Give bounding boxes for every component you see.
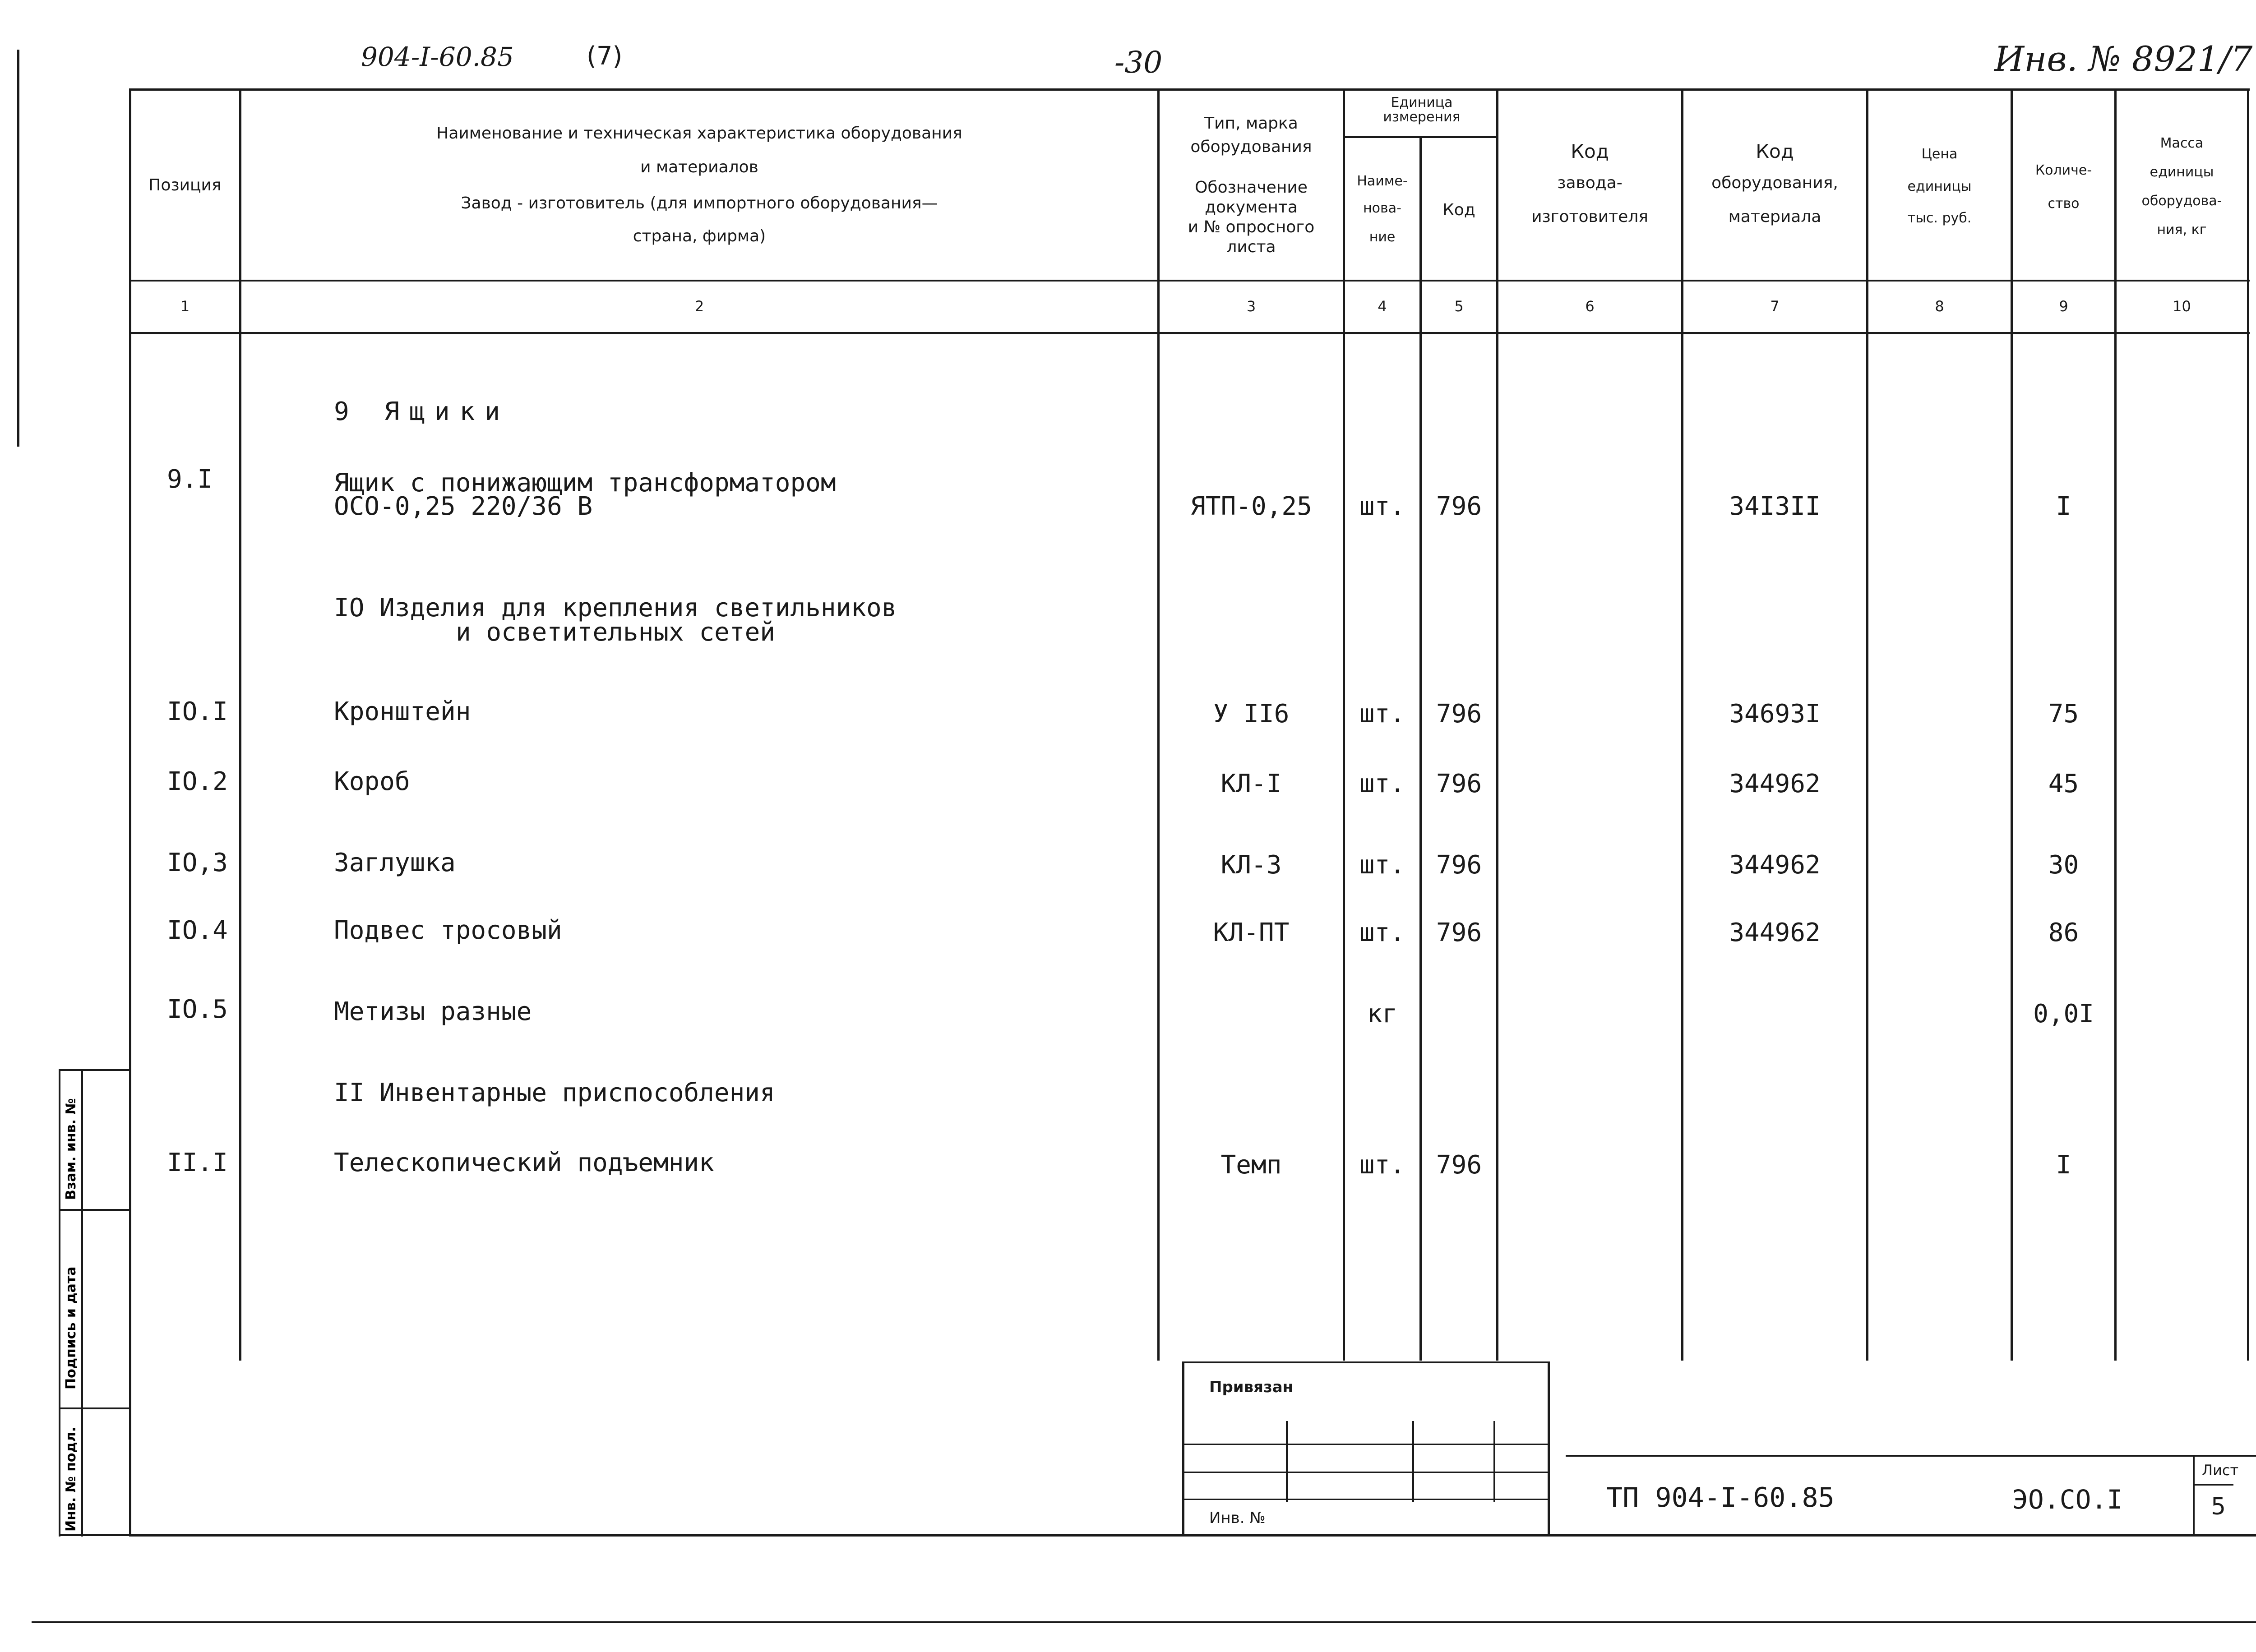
section-title-boxes: 9 Ящики xyxy=(334,397,510,426)
col-number-5: 5 xyxy=(1454,298,1464,315)
col-number-1: 1 xyxy=(180,298,190,315)
binding-margin-line xyxy=(17,50,19,447)
section-title-inventory: II Инвентарные приспособления xyxy=(334,1078,775,1107)
table-top-border xyxy=(129,88,2250,91)
row-quantity: 0,0I xyxy=(2033,999,2094,1029)
col-divider-5 xyxy=(1496,88,1498,1361)
row-name-line: Подвес тросовый xyxy=(334,916,562,945)
sheet-number: 5 xyxy=(2211,1493,2226,1520)
section-title-fixtures-2: и осветительных сетей xyxy=(456,618,776,647)
row-position: IO,3 xyxy=(167,848,228,877)
side-stamp-top xyxy=(59,1069,131,1071)
row-position: IO.5 xyxy=(167,995,228,1024)
header-unit-name-3: ние xyxy=(1369,229,1396,245)
table-bottom-border xyxy=(129,1534,2256,1537)
header-mass-2: единицы xyxy=(2150,164,2214,180)
row-quantity: 30 xyxy=(2048,850,2079,880)
row-unit-code: 796 xyxy=(1436,769,1482,798)
tied-box-row-3 xyxy=(1182,1499,1548,1500)
col-number-4: 4 xyxy=(1378,298,1387,315)
header-price-3: тыс. руб. xyxy=(1907,210,1972,226)
table-right-border xyxy=(2247,88,2249,1361)
row-equipment-code: 344962 xyxy=(1729,918,1821,947)
row-position: IO.2 xyxy=(167,767,228,796)
side-stamp-bottom xyxy=(59,1534,131,1536)
row-name-line: Ящик с понижающим трансформатором xyxy=(334,468,836,498)
row-unit: шт. xyxy=(1359,918,1405,947)
unit-group-divider xyxy=(1343,136,1498,138)
row-name-line: Телескопический подъемник xyxy=(334,1148,714,1177)
doc-designation: ТП 904-I-60.85 xyxy=(1606,1482,1835,1514)
header-price-1: Цена xyxy=(1921,146,1958,162)
row-quantity: I xyxy=(2056,1150,2071,1180)
header-quantity-2: ство xyxy=(2048,196,2080,212)
header-equipment-code-3: материала xyxy=(1728,208,1821,226)
row-position: IO.4 xyxy=(167,916,228,945)
inv-label: Инв. № xyxy=(1209,1509,1266,1527)
bottom-frame-line xyxy=(32,1621,2256,1623)
header-mass-4: ния, кг xyxy=(2157,222,2207,238)
row-name-line: Заглушка xyxy=(334,848,456,877)
header-price-2: единицы xyxy=(1907,179,1972,194)
side-stamp-divider-2 xyxy=(59,1407,131,1409)
tied-box-col-1 xyxy=(1286,1421,1288,1502)
header-quantity-1: Количе- xyxy=(2035,162,2092,178)
row-unit-code: 796 xyxy=(1436,918,1482,947)
col-divider-9 xyxy=(2114,88,2117,1361)
inventory-number: Инв. № 8921/7 xyxy=(1994,39,2253,79)
row-position: II.I xyxy=(167,1148,228,1177)
tied-box-col-3 xyxy=(1493,1421,1495,1502)
side-stamp-inner xyxy=(81,1069,83,1537)
row-unit: шт. xyxy=(1359,492,1405,521)
header-maker-code-3: изготовителя xyxy=(1531,208,1648,226)
header-unit-code: Код xyxy=(1442,201,1475,219)
col-number-6: 6 xyxy=(1585,298,1595,315)
row-equipment-code: 34693I xyxy=(1729,699,1821,729)
header-type-line-1: Тип, марка xyxy=(1204,114,1298,133)
row-unit: шт. xyxy=(1359,850,1405,880)
row-type: У II6 xyxy=(1213,699,1290,729)
header-type-line-5: и № опросного xyxy=(1188,218,1315,236)
col-divider-7 xyxy=(1866,88,1868,1361)
sheet-part: (7) xyxy=(587,42,623,71)
header-type-line-2: оборудования xyxy=(1190,138,1312,156)
header-mass-1: Масса xyxy=(2160,135,2204,151)
sheet-box-left xyxy=(2193,1455,2195,1537)
header-type-line-6: листа xyxy=(1226,238,1276,256)
title-block-top xyxy=(1566,1455,2256,1457)
header-name-line-4: страна, фирма) xyxy=(633,227,766,245)
row-quantity: I xyxy=(2056,492,2071,521)
label-replaced-inv: Взам. инв. № xyxy=(63,1098,79,1200)
header-maker-code-1: Код xyxy=(1571,140,1609,162)
header-type-line-4: документа xyxy=(1205,198,1298,217)
row-quantity: 45 xyxy=(2048,769,2079,798)
row-unit-code: 796 xyxy=(1436,850,1482,880)
header-name-line-2: и материалов xyxy=(640,158,758,176)
row-unit: шт. xyxy=(1359,769,1405,798)
header-bottom-border xyxy=(129,332,2250,334)
sheet-label: Лист xyxy=(2202,1462,2239,1479)
row-type: ЯТП-0,25 xyxy=(1190,492,1312,521)
col-number-7: 7 xyxy=(1770,298,1780,315)
row-quantity: 75 xyxy=(2048,699,2079,729)
header-unit-name-2: нова- xyxy=(1363,200,1401,216)
col-number-9: 9 xyxy=(2059,298,2068,315)
row-quantity: 86 xyxy=(2048,918,2079,947)
row-unit-code: 796 xyxy=(1436,699,1482,729)
row-name-line: Короб xyxy=(334,767,410,796)
header-maker-code-2: завода- xyxy=(1557,174,1623,192)
header-type-line-3: Обозначение xyxy=(1195,178,1308,197)
row-unit-code: 796 xyxy=(1436,1150,1482,1180)
tied-box-row-1 xyxy=(1182,1444,1548,1445)
label-orig-inv: Инв. № подл. xyxy=(63,1426,79,1532)
header-divider xyxy=(129,280,2250,281)
header-unit-group-1: Единица xyxy=(1391,95,1453,111)
row-unit: шт. xyxy=(1359,1150,1405,1180)
row-type: КЛ-I xyxy=(1220,769,1282,798)
label-signature-date: Подпись и дата xyxy=(63,1266,79,1389)
header-equipment-code-2: оборудования, xyxy=(1711,174,1838,192)
header-unit-group-2: измерения xyxy=(1383,109,1461,125)
side-stamp-divider-1 xyxy=(59,1209,131,1211)
page-mark: -30 xyxy=(1114,45,1163,80)
side-stamp-left xyxy=(59,1069,60,1537)
col-number-10: 10 xyxy=(2173,298,2191,315)
row-unit-code: 796 xyxy=(1436,492,1482,521)
row-position: 9.I xyxy=(167,465,213,494)
sheet-code: ЭО.СО.I xyxy=(2012,1484,2123,1515)
tied-box-left xyxy=(1182,1361,1184,1537)
header-name-line-3: Завод - изготовитель (для импортного оборудования— xyxy=(461,194,938,212)
row-equipment-code: 344962 xyxy=(1729,850,1821,880)
col-divider-1 xyxy=(239,88,241,1361)
row-name-line: ОСО-0,25 220/36 В xyxy=(334,492,593,521)
row-type: КЛ-ПТ xyxy=(1213,918,1290,947)
tied-box-right xyxy=(1548,1361,1550,1537)
row-type: Темп xyxy=(1220,1150,1282,1180)
header-name-line-1: Наименование и техническая характеристика оборудования xyxy=(436,124,962,143)
row-type: КЛ-3 xyxy=(1220,850,1282,880)
tied-box-col-2 xyxy=(1412,1421,1414,1502)
row-name-line: Метизы разные xyxy=(334,997,532,1026)
row-unit: кг xyxy=(1367,999,1398,1029)
row-name-line: Кронштейн xyxy=(334,697,471,726)
row-unit: шт. xyxy=(1359,699,1405,729)
header-mass-3: оборудова- xyxy=(2141,193,2222,209)
doc-code: 904-I-60.85 xyxy=(361,42,514,72)
header-position: Позиция xyxy=(148,176,222,194)
row-equipment-code: 344962 xyxy=(1729,769,1821,798)
row-position: IO.I xyxy=(167,697,228,726)
col-number-2: 2 xyxy=(694,298,704,315)
header-unit-name-1: Наиме- xyxy=(1357,173,1408,189)
header-equipment-code-1: Код xyxy=(1756,140,1794,162)
col-number-8: 8 xyxy=(1935,298,1944,315)
section-title-fixtures-1: IO Изделия для крепления светильников xyxy=(334,593,897,623)
sheet-box-divider xyxy=(2195,1484,2233,1486)
col-number-3: 3 xyxy=(1246,298,1256,315)
tied-label: Привязан xyxy=(1209,1378,1294,1396)
tied-box-top xyxy=(1182,1361,1548,1363)
tied-box-row-2 xyxy=(1182,1472,1548,1473)
row-equipment-code: 34I3II xyxy=(1729,492,1821,521)
